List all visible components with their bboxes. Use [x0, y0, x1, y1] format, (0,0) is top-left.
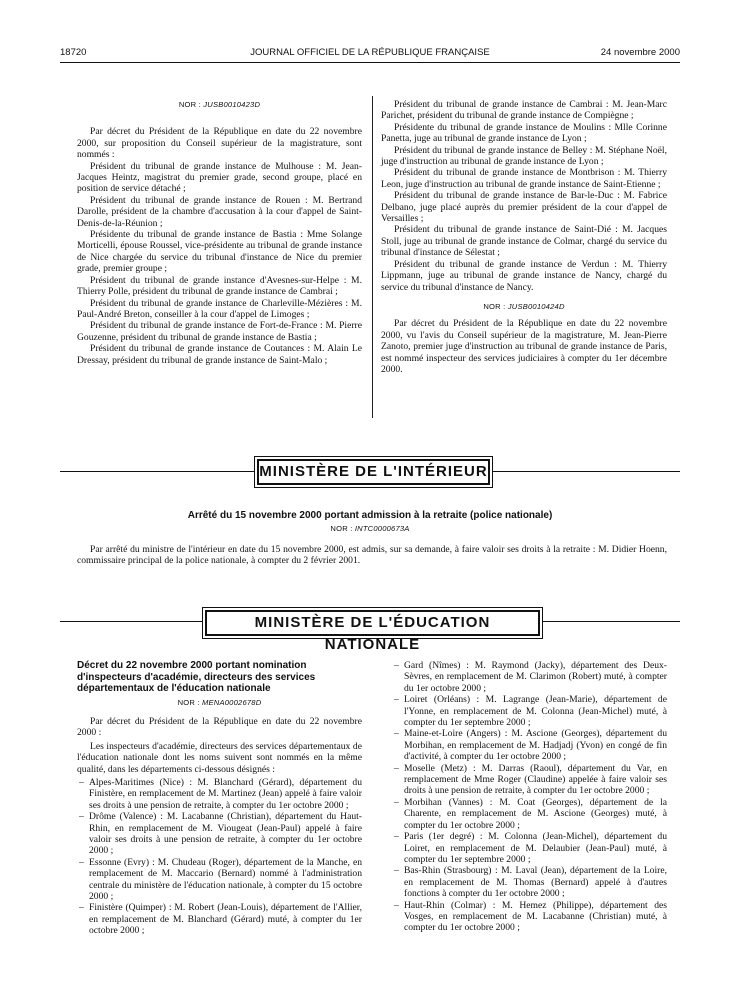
ministry-interieur-title: MINISTÈRE DE L'INTÉRIEUR	[257, 459, 490, 485]
justice-left-column	[77, 99, 362, 366]
list-item: – Maine-et-Loire (Angers) : M. Ascione (Georges), département du Morbihan, en remplacement de M. Hadjadj (Yvon) en congé de fin d'activité, à compter du 1er octobre 2000 ;	[392, 728, 667, 762]
appointment-paragraph: Président du tribunal de grande instance de Charleville-Mézières : M. Paul-André Breton, conseiller à la cour d'appel de Limoges ;	[77, 297, 362, 320]
column-divider	[372, 96, 373, 418]
decree-zanoto: Par décret du Président de la République en date du 22 novembre 2000, vu l'avis du Conseil supérieur de la magistrature, M. Jean-Pierre Zanoto, premier juge d'instruction au tribunal de grande instance de Paris, est nommé inspecteur des services judiciaires à compter du 1er décembre 2000.	[381, 318, 667, 375]
page-header	[60, 47, 680, 61]
appointment-paragraph: Président du tribunal de grande instance de Verdun : M. Thierry Lippmann, juge au tribunal de grande instance de Nancy, chargé du service du tribunal d'instance de Nancy.	[381, 258, 667, 293]
list-item: – Paris (1er degré) : M. Colonna (Jean-Michel), département du Loiret, en remplacement de M. Delaubier (Jean-Paul) muté, à compter du 1er septembre 2000 ;	[392, 831, 667, 865]
appointment-paragraph: Président du tribunal de grande instance de Mulhouse : M. Jean-Jacques Heintz, magistrat du premier grade, second groupe, placé en position de service détaché ;	[77, 160, 362, 195]
appointment-paragraph: Président du tribunal de grande instance de Fort-de-France : M. Pierre Gouzenne, président du tribunal de grande instance de Bastia ;	[77, 320, 362, 343]
ministry-banner-interieur	[254, 456, 493, 488]
appointment-paragraph: Président du tribunal de grande instance de Bar-le-Duc : M. Fabrice Delbano, juge placé auprès du premier président de la cour d'appel de Versailles ;	[381, 190, 667, 225]
list-item: – Essonne (Evry) : M. Chudeau (Roger), département de la Manche, en remplacement de M. Maccario (Bernard) nommé à l'administration centrale du ministère de l'éducation nationale, à compter du 15 octobre 2000 ;	[77, 857, 362, 903]
appointment-paragraph: Président du tribunal de grande instance de Montbrison : M. Thierry Leon, juge d'instruction au tribunal de grande instance de Saint-Etienne ;	[381, 167, 667, 190]
decree-title: Décret du 22 novembre 2000 portant nomination d'inspecteurs d'académie, directeurs des services départementaux de l'éducation nationale	[77, 660, 316, 694]
appointment-paragraph: Président du tribunal de grande instance de Belley : M. Stéphane Noël, juge d'instruction au tribunal de grande instance de Lyon ;	[381, 144, 667, 168]
appointment-paragraph: Président du tribunal de grande instance d'Avesnes-sur-Helpe : M. Thierry Polle, président du tribunal de grande instance de Cambrai ;	[77, 274, 362, 298]
journal-title: JOURNAL OFFICIEL DE LA RÉPUBLIQUE FRANÇAISE	[250, 47, 490, 58]
justice-left-paragraphs	[77, 126, 362, 366]
list-item: – Loiret (Orléans) : M. Lagrange (Jean-Marie), département de l'Yonne, en remplacement de M. Colonna (Jean-Michel) muté, à compter du 1er septembre 2000 ;	[392, 694, 667, 728]
list-item: – Finistère (Quimper) : M. Robert (Jean-Louis), département de l'Allier, en remplacement de M. Blanchard (Gérard) muté, à compter du 1er octobre 2000 ;	[77, 902, 362, 936]
appointment-paragraph: Par décret du Président de la République en date du 22 novembre 2000, sur proposition du Conseil supérieur de la magistrature, sont nommés :	[77, 126, 362, 161]
list-item: – Bas-Rhin (Strasbourg) : M. Laval (Jean), département de la Loire, en remplacement de M. Thomas (Bernard) appelé à d'autres fonctions à compter du 1er octobre 2000 ;	[392, 865, 667, 899]
education-left-list	[77, 777, 362, 937]
nor-interieur: NOR : INTC0000673A	[330, 524, 410, 533]
header-rule	[60, 62, 680, 63]
issue-date: 24 novembre 2000	[600, 47, 680, 58]
appointment-paragraph: Président du tribunal de grande instance de Rouen : M. Bertrand Darolle, président de la chambre d'accusation à la cour d'appel de Saint-Denis-de-la-Réunion ;	[77, 194, 362, 229]
appointment-paragraph: Présidente du tribunal de grande instance de Moulins : Mlle Corinne Panetta, juge au tribunal de grande instance de Lyon ;	[381, 121, 667, 145]
decree-intro: Par décret du Président de la République en date du 22 novembre 2000 :	[77, 715, 362, 739]
list-item: – Moselle (Metz) : M. Darras (Raoul), département du Var, en remplacement de Mme Roger (Claudine) appelée à faire valoir ses droits à une pension de retraite, à compter du 1er octobre 2000 ;	[392, 763, 667, 797]
appointment-paragraph: Présidente du tribunal de grande instance de Bastia : Mme Solange Morticelli, épouse Roussel, vice-présidente au tribunal de grande instance de Nice chargée du service du tribunal d'instance de Nice du premier grade, premier groupe ;	[77, 229, 362, 275]
list-item: – Alpes-Maritimes (Nice) : M. Blanchard (Gérard), département du Finistère, en remplacement de M. Martinez (Jean) appelé à faire valoir ses droits à une pension de retraite, à compter du 1er octobre 2000 ;	[77, 777, 362, 811]
arrete-title: Arrêté du 15 novembre 2000 portant admission à la retraite (police nationale)	[187, 510, 553, 521]
justice-right-paragraphs	[381, 99, 667, 293]
education-right-column	[392, 660, 667, 934]
list-item: – Drôme (Valence) : M. Lacabanne (Christian), département du Haut-Rhin, en remplacement de M. Viougeat (Jean-Paul) appelé à faire valoir ses droits à une pension de retraite, à compter du 1er octobre 2000 ;	[77, 811, 362, 857]
ministry-banner-education	[202, 607, 543, 653]
list-item: – Morbihan (Vannes) : M. Coat (Georges), département de la Charente, en remplacement de M. Ascione (Georges) muté, à compter du 1er octobre 2000 ;	[392, 797, 667, 831]
ministry-education-title: MINISTÈRE DE L'ÉDUCATION NATIONALE	[205, 610, 540, 636]
nor-reference: NOR : JUSB0010423D	[178, 100, 261, 109]
list-item: – Gard (Nîmes) : M. Raymond (Jacky), département des Deux-Sèvres, en remplacement de M. Clarimon (Robert) muté, à compter du 1er octobre 2000 ;	[392, 660, 667, 694]
education-left-column	[77, 660, 362, 937]
list-item: – Haut-Rhin (Colmar) : M. Hemez (Philippe), département des Vosges, en remplacement de M. Lacabanne (Christian) muté, à compter du 1er octobre 2000 ;	[392, 900, 667, 934]
appointment-paragraph: Président du tribunal de grande instance de Saint-Dié : M. Jacques Stoll, juge au tribunal de grande instance de Colmar, chargé du service du tribunal d'instance de Sélestat ;	[381, 224, 667, 259]
decree-intro-2: Les inspecteurs d'académie, directeurs des services départementaux de l'éducation nationale dont les noms suivent sont nommés en la même qualité, dans les départements ci-dessous désignés :	[77, 740, 362, 775]
nor-education: NOR : MENA0002678D	[177, 697, 262, 707]
appointment-paragraph: Président du tribunal de grande instance de Coutances : M. Alain Le Dressay, président du tribunal de grande instance de Saint-Malo ;	[77, 343, 362, 366]
arrete-body: Par arrêté du ministre de l'intérieur en date du 15 novembre 2000, est admis, sur sa demande, à faire valoir ses droits à la retraite : M. Didier Hoenn, commissaire principal de la police nationale, à compter du 2 février 2001.	[77, 544, 667, 567]
justice-right-column	[381, 99, 667, 375]
education-right-list	[392, 660, 667, 934]
page-number: 18720	[60, 47, 87, 58]
appointment-paragraph: Président du tribunal de grande instance de Cambrai : M. Jean-Marc Parichet, président du tribunal de grande instance de Compiègne ;	[381, 99, 667, 122]
nor-reference-2: NOR : JUSB0010424D	[483, 301, 565, 311]
